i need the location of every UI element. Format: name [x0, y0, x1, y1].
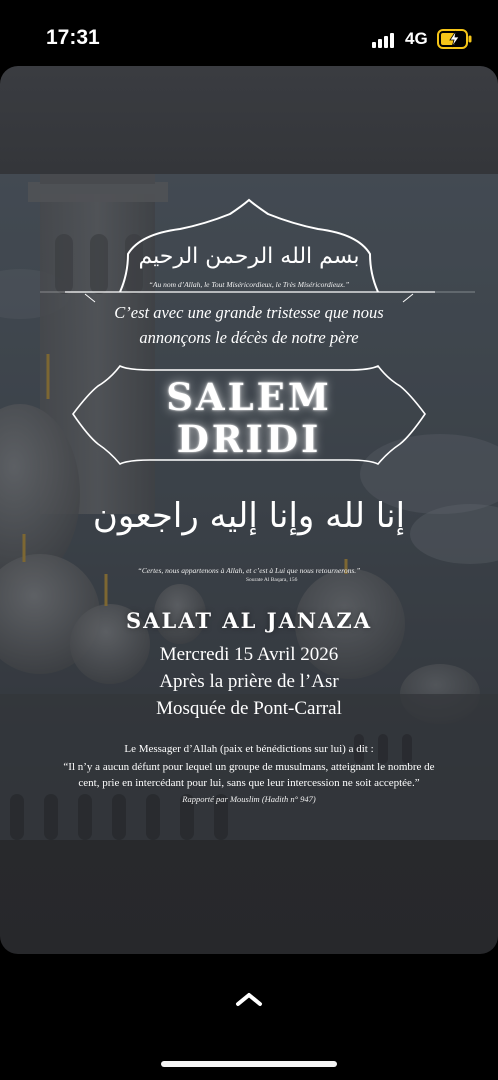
cellular-signal-icon — [372, 32, 398, 48]
janaza-time: Après la prière de l’Asr — [159, 671, 339, 692]
bismillah-translation: “Au nom d’Allah, le Tout Miséricordieux, le Très Miséricordieux.” — [148, 280, 350, 289]
janaza-place: Mosquée de Pont-Carral — [156, 698, 342, 719]
verse-reference: Sourate Al Baqara, 156 — [246, 577, 298, 583]
status-time: 17:31 — [46, 26, 100, 49]
battery-charging-icon — [437, 29, 473, 49]
deceased-last-name: DRIDI — [176, 417, 322, 461]
janaza-date: Mercredi 15 Avril 2026 — [159, 644, 339, 665]
deceased-first-name: SALEM — [166, 375, 332, 419]
home-indicator[interactable] — [161, 1061, 337, 1067]
verse-translation: “Certes, nous appartenons à Allah, et c’est à Lui que nous retournerons.” — [137, 566, 361, 575]
hadith-line-2: cent, prie en intercédant pour lui, sans que leur intercession ne soit acceptée.” — [78, 777, 420, 789]
inna-lillah-calligraphy: إنا لله وإنا إليه راجعون — [92, 496, 406, 536]
chevron-up-icon[interactable] — [234, 990, 264, 1008]
status-bar — [0, 0, 498, 66]
intro-line-1: C’est avec une grande tristesse que nous — [114, 303, 384, 322]
funeral-announcement-image — [0, 174, 498, 840]
story-card[interactable] — [0, 66, 498, 954]
deceased-name — [120, 376, 378, 460]
network-type: 4G — [405, 29, 428, 48]
hadith-source: Rapporté par Mouslim (Hadith n° 947) — [182, 794, 316, 804]
janaza-title: SALAT AL JANAZA — [125, 608, 373, 633]
hadith-text — [28, 759, 470, 791]
bismillah-arabic: بسم الله الرحمن الرحيم — [138, 244, 360, 269]
hadith-intro: Le Messager d’Allah (paix et bénédictions sur lui) a dit : — [124, 743, 374, 755]
intro-line-2: annonçons le décès de notre père — [139, 328, 359, 347]
hadith-line-1: “Il n’y a aucun défunt pour lequel un groupe de musulmans, atteignant le nombre de — [63, 761, 435, 773]
announcement-intro — [60, 300, 438, 350]
